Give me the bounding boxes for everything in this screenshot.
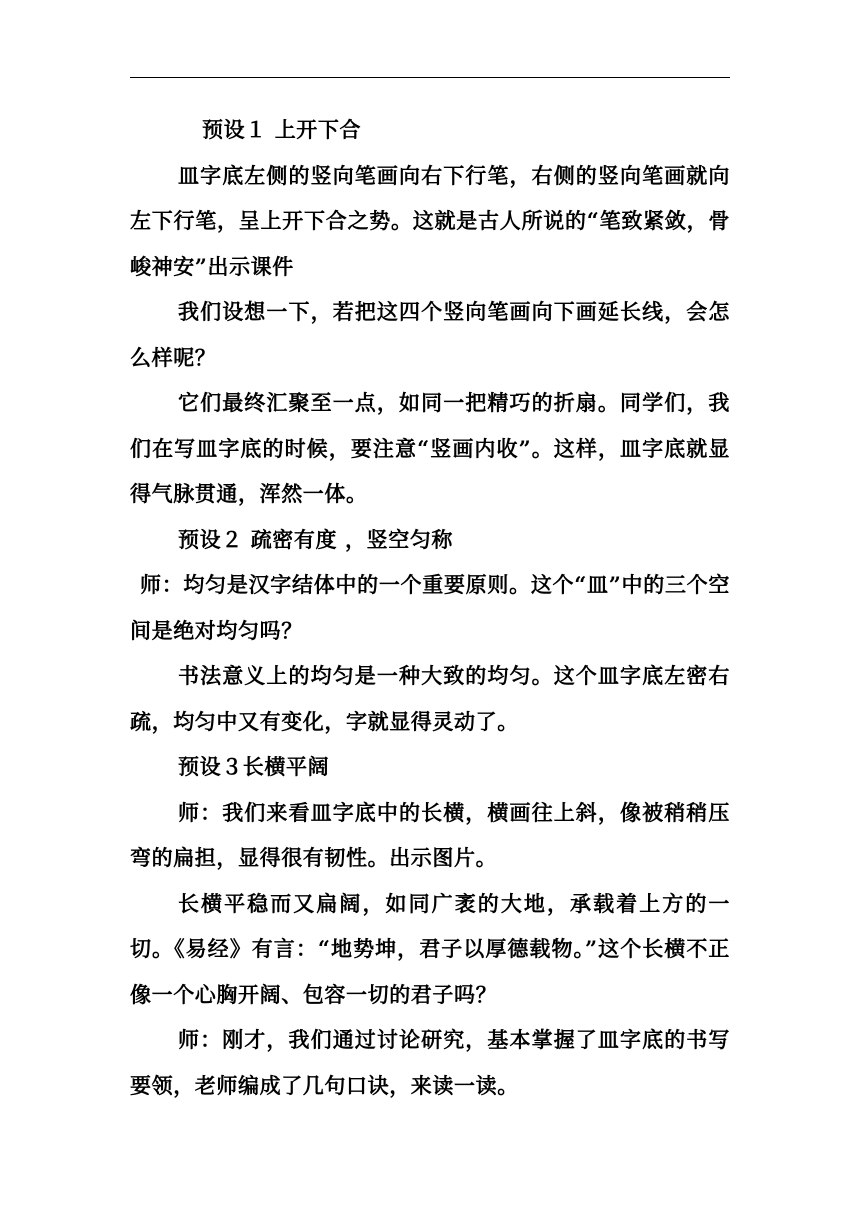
paragraph: 师：刚才，我们通过讨论研究，基本掌握了皿字底的书写要领，老师编成了几句口诀，来读一读。 xyxy=(130,1027,730,1098)
paragraph: 师：我们来看皿字底中的长横，横画往上斜，像被稍稍压弯的扁担，显得很有韧性。出示图片。 xyxy=(130,799,730,870)
document-body xyxy=(130,107,730,1108)
heading-preset-3: 预设３长横平阔 xyxy=(178,754,330,779)
heading-preset-1: 预设１ 上开下合 xyxy=(202,117,362,142)
paragraph: 书法意义上的均匀是一种大致的均匀。这个皿字底左密右疏，均匀中又有变化，字就显得灵动了。 xyxy=(130,663,730,734)
paragraph: 师：均匀是汉字结体中的一个重要原则。这个“皿”中的三个空间是绝对均匀吗？ xyxy=(130,572,730,643)
paragraph: 它们最终汇聚至一点，如同一把精巧的折扇。同学们，我们在写皿字底的时候，要注意“竖画内收”。这样，皿字底就显得气脉贯通，浑然一体。 xyxy=(130,390,730,506)
paragraph: 长横平稳而又扁阔，如同广袤的大地，承载着上方的一切。《易经》有言：“地势坤，君子以厚德载物。”这个长横不正像一个心胸开阔、包容一切的君子吗？ xyxy=(130,890,730,1007)
paragraph: 皿字底左侧的竖向笔画向右下行笔，右侧的竖向笔画就向左下行笔，呈上开下合之势。这就是古人所说的“笔致紧敛，骨峻神安”出示课件 xyxy=(130,162,730,279)
header-rule xyxy=(130,77,730,78)
heading-preset-2: 预设２ 疏密有度 ，竖空匀称 xyxy=(178,526,454,552)
paragraph: 我们设想一下，若把这四个竖向笔画向下画延长线，会怎么样呢？ xyxy=(130,299,730,370)
